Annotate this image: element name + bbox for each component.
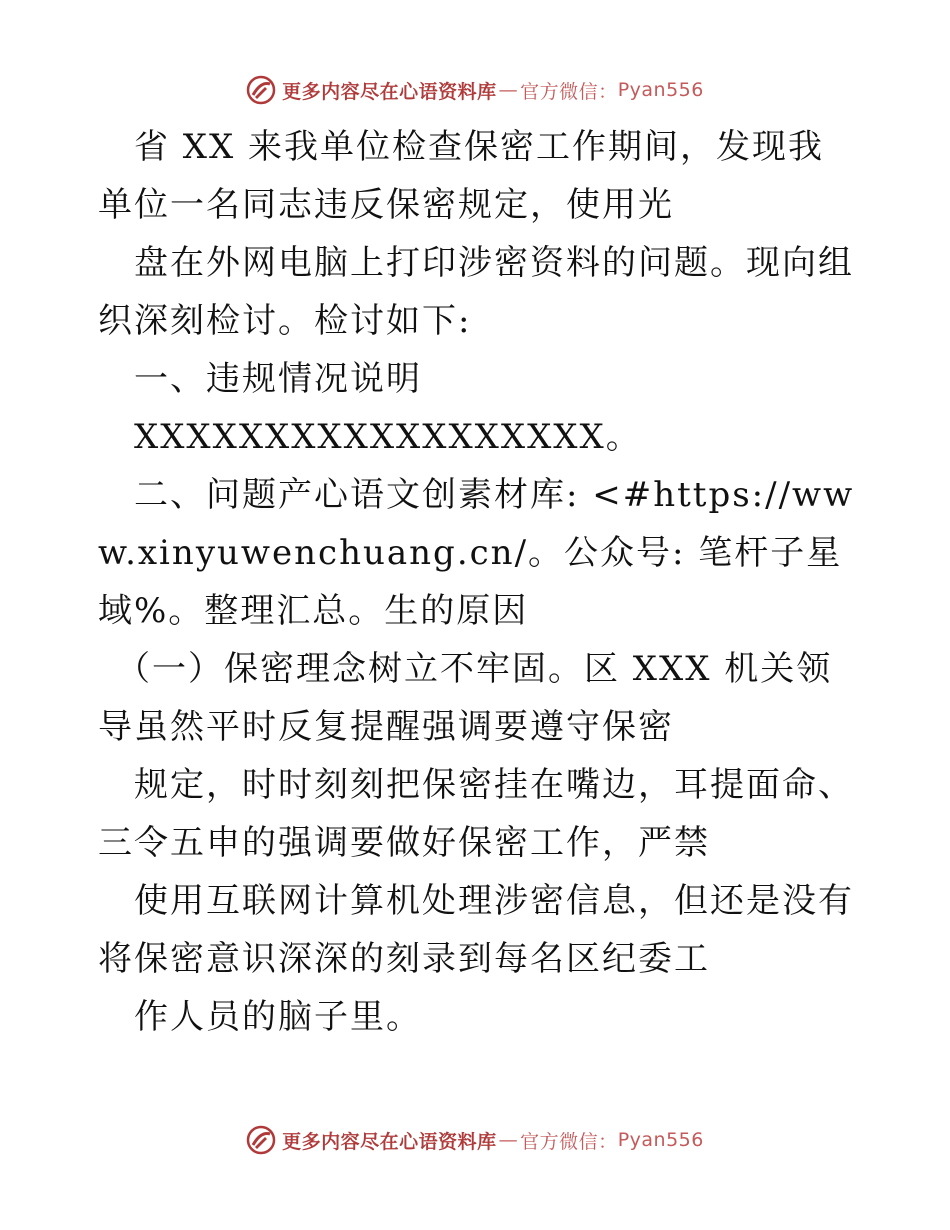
paragraph: 省 XX 来我单位检查保密工作期间，发现我单位一名同志违反保密规定，使用光 [98,127,825,225]
footer-watermark [0,1120,950,1160]
paragraph: 盘在外网电脑上打印涉密资料的问题。现向组织深刻检讨。检讨如下: [98,243,854,341]
header-watermark [0,70,950,110]
paragraph: 规定，时时刻刻把保密挂在嘴边，耳提面命、三令五申的强调要做好保密工作，严禁 [98,765,854,863]
watermark-sub-text: 官方微信： [520,80,618,103]
watermark-id-text: Pyan556 [617,79,704,101]
watermark-id-text: Pyan556 [617,1129,704,1151]
pen-logo-icon [246,75,276,105]
subsection-heading: （一）保密理念树立不牢固。区 XXX 机关领导虽然平时反复提醒强调要遵守保密 [98,649,833,747]
pen-logo-icon [246,1125,276,1155]
paragraph: 使用互联网计算机处理涉密信息，但还是没有将保密意识深深的刻录到每名区纪委工 [98,881,854,979]
watermark-main-text: 更多内容尽在心语资料库 [282,1130,497,1153]
watermark-main-text: 更多内容尽在心语资料库 [282,80,497,103]
section-heading: 二、问题产心语文创素材库: <#https://www.xinyuwenchuang.cn/。公众号: 笔杆子星域%。整理汇总。生的原因 [98,475,855,631]
watermark-sub-text: 官方微信： [520,1130,618,1153]
watermark-dash: — [498,1129,519,1151]
document-body [98,118,858,1046]
paragraph: XXXXXXXXXXXXXXXXXX。 [134,417,642,457]
watermark-dash: — [498,79,519,101]
paragraph: 作人员的脑子里。 [134,997,422,1037]
section-heading: 一、违规情况说明 [134,359,422,399]
